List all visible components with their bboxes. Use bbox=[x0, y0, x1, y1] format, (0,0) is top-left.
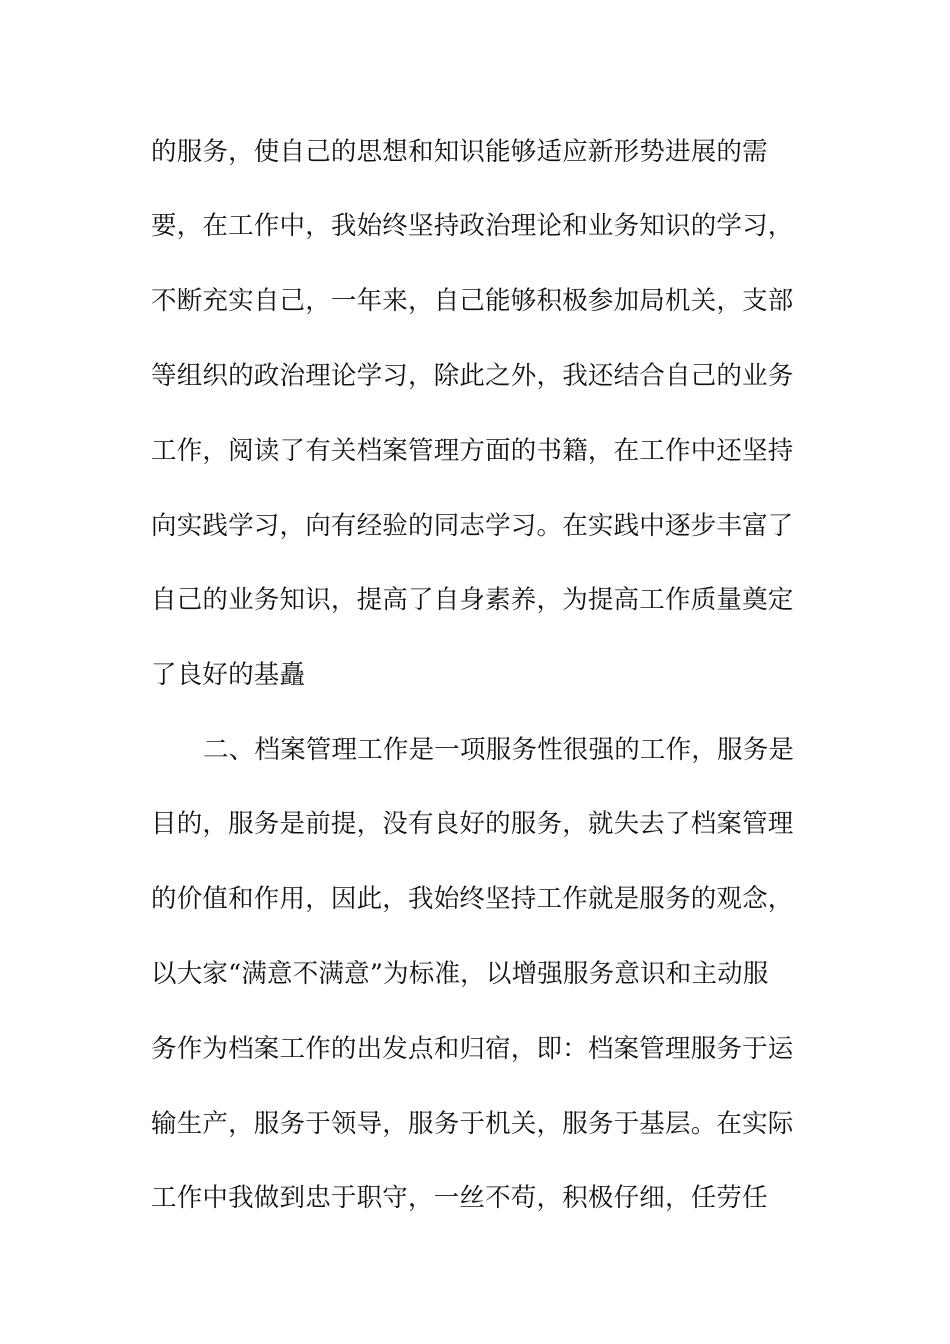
text-line: 以大家“满意不满意”为标准，以增强服务意识和主动服 bbox=[151, 959, 769, 989]
text-line: 的价值和作用，因此，我始终坚持工作就是服务的观念， bbox=[151, 884, 794, 914]
text-line: 向实践学习，向有经验的同志学习。在实践中逐步丰富了 bbox=[151, 511, 794, 541]
text-line: 等组织的政治理论学习，除此之外，我还结合自己的业务 bbox=[151, 361, 794, 391]
text-line: 工作中我做到忠于职守，一丝不苟，积极仔细，任劳任 bbox=[151, 1183, 768, 1213]
text-line: 二、档案管理工作是一项服务性很强的工作，服务是 bbox=[203, 735, 795, 765]
text-line: 目的，服务是前提，没有良好的服务，就失去了档案管理 bbox=[151, 809, 794, 839]
text-line: 输生产，服务于领导，服务于机关，服务于基层。在实际 bbox=[151, 1109, 794, 1139]
text-line: 务作为档案工作的出发点和归宿，即：档案管理服务于运 bbox=[151, 1034, 794, 1064]
text-line: 自己的业务知识，提高了自身素养，为提高工作质量奠定 bbox=[151, 585, 794, 615]
text-line: 不断充实自己，一年来，自己能够积极参加局机关，支部 bbox=[151, 286, 794, 316]
text-line: 要，在工作中，我始终坚持政治理论和业务知识的学习， bbox=[151, 211, 794, 241]
text-line: 工作，阅读了有关档案管理方面的书籍，在工作中还坚持 bbox=[151, 436, 794, 466]
text-line: 的服务，使自己的思想和知识能够适应新形势进展的需 bbox=[151, 137, 768, 167]
text-line: 了良好的基矗 bbox=[151, 660, 306, 690]
